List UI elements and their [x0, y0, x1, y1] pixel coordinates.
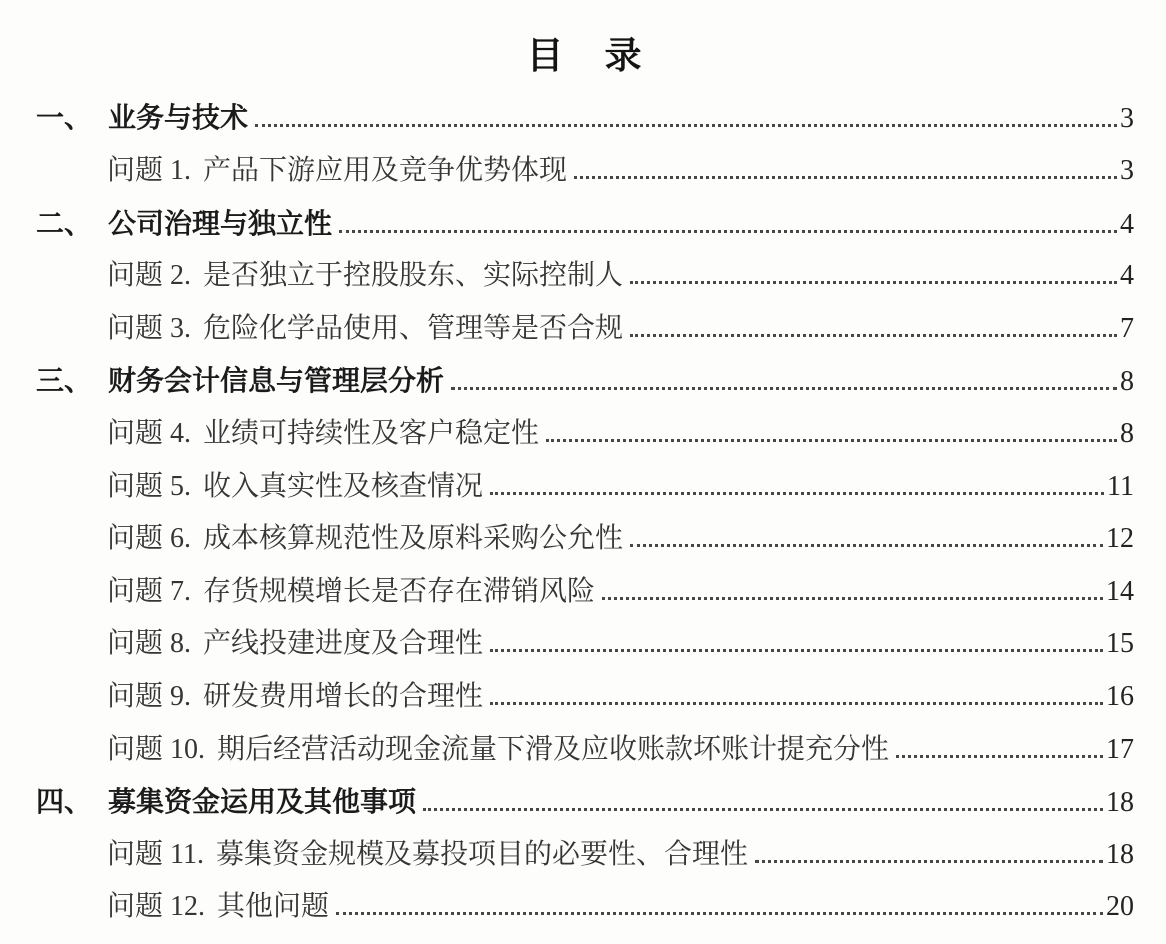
- dot-leader: [896, 755, 1103, 758]
- dot-leader: [630, 281, 1117, 284]
- toc-question-number: 问题 7.: [107, 575, 192, 607]
- toc-section-number: 二、: [36, 207, 93, 239]
- toc-page-number: 18: [1106, 787, 1134, 819]
- toc-question-row: [36, 724, 1134, 777]
- toc-section-row: [36, 92, 1134, 145]
- dot-leader: [451, 387, 1117, 390]
- toc-page-number: 11: [1107, 470, 1134, 502]
- toc-question-label: 收入真实性及核查情况: [203, 470, 484, 502]
- toc-question-number: 问题 11.: [107, 838, 204, 870]
- toc-question-row: [36, 881, 1134, 934]
- toc-page-number: 4: [1120, 260, 1134, 292]
- toc-title: 目 录: [526, 35, 644, 76]
- dot-leader: [755, 860, 1103, 863]
- toc-question-number: 问题 4.: [107, 417, 192, 449]
- toc-question-label: 研发费用增长的合理性: [203, 680, 484, 712]
- dot-leader: [490, 649, 1103, 652]
- toc-question-number: 问题 3.: [107, 312, 192, 344]
- dot-leader: [339, 230, 1117, 233]
- toc-question-row: [36, 618, 1134, 671]
- toc-section-number: 四、: [36, 786, 93, 818]
- toc-question-label: 存货规模增长是否存在滞销风险: [203, 575, 596, 607]
- dot-leader: [490, 702, 1103, 705]
- toc-section-number: 一、: [36, 102, 93, 134]
- dot-leader: [423, 808, 1103, 811]
- toc-page-number: 14: [1106, 575, 1134, 607]
- toc-question-label: 危险化学品使用、管理等是否合规: [203, 312, 624, 344]
- toc-question-label: 其他问题: [217, 891, 330, 923]
- toc-section-row: [36, 198, 1134, 251]
- toc-page-number: 8: [1120, 417, 1134, 449]
- dot-leader: [630, 334, 1117, 337]
- toc-question-number: 问题 1.: [107, 154, 192, 186]
- toc-question-label: 成本核算规范性及原料采购公允性: [203, 523, 624, 555]
- toc-question-row: [36, 408, 1134, 461]
- toc-question-label: 产品下游应用及竞争优势体现: [203, 154, 568, 186]
- toc-page-number: 20: [1106, 891, 1134, 923]
- toc-page-number: 15: [1106, 628, 1134, 660]
- dot-leader: [574, 176, 1117, 179]
- table-of-contents: [36, 92, 1134, 934]
- dot-leader: [630, 544, 1103, 547]
- toc-page-number: 8: [1120, 366, 1134, 398]
- toc-section-number: 三、: [36, 365, 93, 397]
- toc-question-row: [36, 671, 1134, 724]
- toc-page-number: 12: [1106, 523, 1134, 555]
- toc-page-number: 7: [1120, 312, 1134, 344]
- dot-leader: [490, 492, 1104, 495]
- toc-question-label: 募集资金规模及募投项目的必要性、合理性: [215, 838, 748, 870]
- dot-leader: [546, 439, 1117, 442]
- toc-question-number: 问题 5.: [107, 470, 192, 502]
- toc-page-number: 3: [1120, 154, 1134, 186]
- dot-leader: [255, 124, 1117, 127]
- toc-question-number: 问题 9.: [107, 680, 192, 712]
- toc-question-label: 业绩可持续性及客户稳定性: [203, 417, 540, 449]
- toc-section-row: [36, 776, 1134, 829]
- toc-question-label: 是否独立于控股股东、实际控制人: [203, 260, 624, 292]
- toc-section-label: 募集资金运用及其他事项: [108, 786, 417, 818]
- toc-question-number: 问题 10.: [107, 733, 206, 765]
- toc-page-number: 17: [1106, 733, 1134, 765]
- toc-question-row: [36, 145, 1134, 198]
- toc-question-row: [36, 461, 1134, 514]
- toc-question-number: 问题 6.: [107, 523, 192, 555]
- toc-question-label: 产线投建进度及合理性: [203, 628, 484, 660]
- toc-question-row: [36, 566, 1134, 619]
- dot-leader: [336, 912, 1103, 915]
- toc-section-label: 业务与技术: [108, 102, 249, 134]
- dot-leader: [602, 597, 1103, 600]
- toc-section-row: [36, 355, 1134, 408]
- toc-question-row: [36, 513, 1134, 566]
- toc-question-row: [36, 303, 1134, 356]
- toc-question-row: [36, 829, 1134, 882]
- toc-page-number: 4: [1120, 208, 1134, 240]
- toc-question-label: 期后经营活动现金流量下滑及应收账款坏账计提充分性: [217, 733, 890, 765]
- toc-question-row: [36, 250, 1134, 303]
- toc-page-number: 3: [1120, 103, 1134, 135]
- toc-section-label: 公司治理与独立性: [108, 207, 333, 239]
- toc-page-number: 16: [1106, 680, 1134, 712]
- toc-question-number: 问题 12.: [107, 891, 206, 923]
- toc-page-number: 18: [1106, 838, 1134, 870]
- toc-section-label: 财务会计信息与管理层分析: [108, 365, 445, 397]
- toc-question-number: 问题 2.: [107, 260, 192, 292]
- toc-question-number: 问题 8.: [107, 628, 192, 660]
